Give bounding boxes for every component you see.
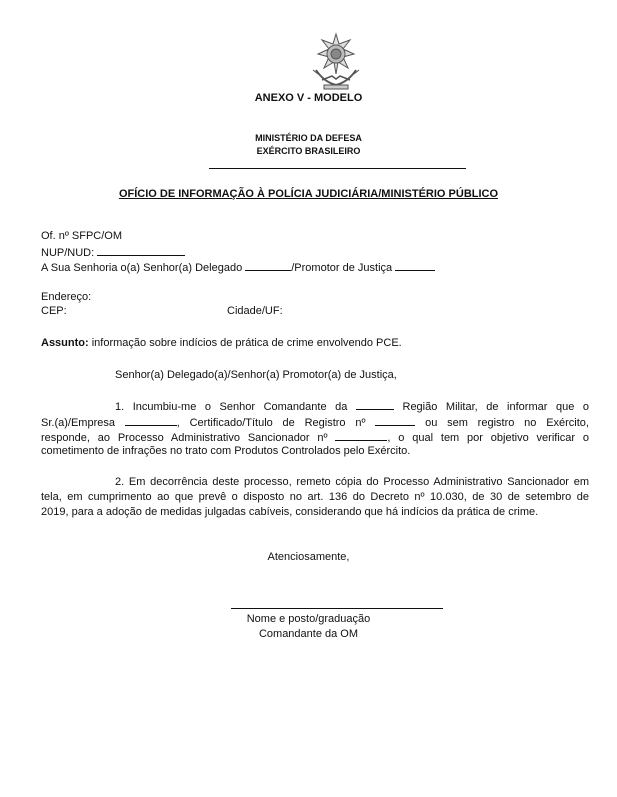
addressee-delegado: A Sua Senhoria o(a) Senhor(a) Delegado <box>41 262 243 274</box>
delegado-blank <box>245 260 291 271</box>
p1-line1: 1. Incumbiu-me o Senhor Comandante da Região Militar, de informar que o <box>115 401 589 413</box>
city-label: Cidade/UF: <box>227 305 283 317</box>
subject-label: Assunto: <box>41 337 89 349</box>
nup-line <box>41 245 185 259</box>
subject-text: informação sobre indícios de prática de crime envolvendo PCE. <box>88 337 402 349</box>
subject-line <box>41 337 402 349</box>
p2-line1: 2. Em decorrência deste processo, remeto cópia do Processo Administrativo Sancionador em <box>115 476 589 488</box>
coat-of-arms-icon <box>310 30 362 92</box>
header-divider <box>209 168 466 169</box>
company-blank <box>125 415 177 426</box>
ministry-name: MINISTÉRIO DA DEFESA <box>255 133 362 143</box>
address-label: Endereço: <box>41 291 92 303</box>
oficio-number: Of. nº SFPC/OM <box>41 230 123 242</box>
signer-role: Comandante da OM <box>258 628 359 640</box>
annex-title: ANEXO V - MODELO <box>254 92 363 104</box>
signer-name: Nome e posto/graduação <box>246 613 371 625</box>
nup-label: NUP/NUD: <box>41 247 95 259</box>
salutation: Senhor(a) Delegado(a)/Senhor(a) Promotor(a) de Justiça, <box>115 369 397 381</box>
p1-line3: responde, ao Processo Administrativo Sancionador nº , o qual tem por objetivo verificar o <box>41 432 589 444</box>
nup-blank <box>97 245 185 256</box>
certificate-blank <box>375 415 415 426</box>
addressee-promotor: /Promotor de Justiça <box>291 262 393 274</box>
regards: Atenciosamente, <box>267 551 350 563</box>
cep-label: CEP: <box>41 305 67 317</box>
p1-line2: Sr.(a)/Empresa , Certificado/Título de Registro nº ou sem registro no Exército, <box>41 417 589 429</box>
document-title: OFÍCIO DE INFORMAÇÃO À POLÍCIA JUDICIÁRIA/MINISTÉRIO PÚBLICO <box>118 188 499 200</box>
p1-line4: cometimento de infrações no trato com Produtos Controlados pelo Exército. <box>41 445 411 457</box>
p2-line3: 2019, para a adoção de medidas julgadas cabíveis, considerando que há indícios da prática de crime. <box>41 506 539 518</box>
promotor-blank <box>395 260 435 271</box>
region-blank <box>356 399 394 410</box>
addressee-line <box>41 260 435 274</box>
process-blank <box>335 430 387 441</box>
army-name: EXÉRCITO BRASILEIRO <box>256 146 361 156</box>
p2-line2: tela, em cumprimento ao que prevê o disposto no art. 136 do Decreto nº 10.030, de 30 de setembro de <box>41 491 589 503</box>
signature-line <box>231 608 443 609</box>
